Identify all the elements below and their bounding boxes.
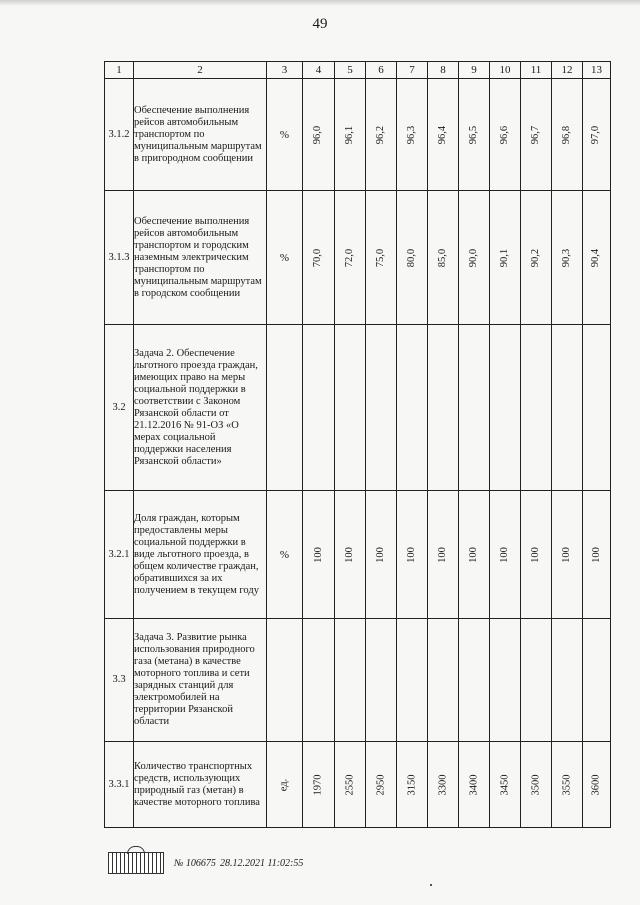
- value-cell: [397, 491, 428, 619]
- value-cell: [303, 742, 335, 828]
- value-cell: [303, 191, 335, 325]
- row-number-cell: 3.2: [105, 325, 134, 491]
- value-text: 100: [312, 546, 324, 563]
- value-cell: [459, 619, 490, 742]
- value-text: 90,0: [468, 248, 479, 267]
- column-number-header: 7: [397, 62, 428, 79]
- column-number-header: 9: [459, 62, 490, 79]
- value-text: 85,0: [437, 248, 448, 267]
- unit-cell: [267, 325, 303, 491]
- indicator-description-cell: Задача 3. Развитие рынка использования природного газа (метана) в качестве моторного топлива и сети зарядных станций для электромобилей на территории Рязанской области: [134, 619, 267, 742]
- value-cell: [303, 491, 335, 619]
- value-cell: [552, 742, 583, 828]
- value-cell: [366, 325, 397, 491]
- value-cell: [428, 191, 459, 325]
- value-text: 100: [406, 546, 417, 563]
- value-cell: [459, 491, 490, 619]
- value-text: 96,7: [530, 125, 541, 144]
- value-text: 100: [468, 546, 479, 563]
- unit-label: %: [279, 548, 290, 561]
- value-cell: [335, 742, 366, 828]
- value-cell: [397, 79, 428, 191]
- value-cell: [366, 619, 397, 742]
- table-header-row: [105, 62, 611, 79]
- value-cell: [335, 191, 366, 325]
- unit-cell: [267, 191, 303, 325]
- table-row: [105, 742, 611, 828]
- value-cell: [490, 742, 521, 828]
- value-text: 100: [375, 546, 386, 563]
- value-cell: [490, 79, 521, 191]
- unit-cell: [267, 491, 303, 619]
- value-text: 100: [590, 546, 602, 563]
- table-row: [105, 191, 611, 325]
- value-cell: [428, 619, 459, 742]
- column-number-header: 2: [134, 62, 267, 79]
- value-text: 3450: [499, 774, 510, 795]
- indicator-description-cell: Доля граждан, которым предоставлены меры социальной поддержки в виде льготного проезда, в общем количестве граждан, обратившихся за их получением в текущем году: [134, 491, 267, 619]
- value-text: 100: [561, 546, 572, 563]
- value-text: 90,1: [499, 248, 510, 267]
- value-cell: [552, 191, 583, 325]
- value-text: 3500: [530, 774, 541, 795]
- value-text: 2950: [375, 774, 386, 795]
- value-cell: [583, 619, 611, 742]
- unit-cell: [267, 619, 303, 742]
- value-cell: [583, 79, 611, 191]
- value-cell: [490, 191, 521, 325]
- value-text: 90,4: [590, 248, 602, 267]
- value-text: 3550: [561, 774, 572, 795]
- value-cell: [428, 79, 459, 191]
- value-cell: [397, 325, 428, 491]
- value-text: 100: [344, 546, 355, 563]
- indicator-description-cell: Обеспечение выполнения рейсов автомобильным транспортом и городским наземным электрическим транспортом по муниципальным маршрутам в городском сообщении: [134, 191, 267, 325]
- scan-edge: [0, 0, 640, 6]
- building-stamp-icon: [108, 852, 164, 874]
- value-cell: [428, 325, 459, 491]
- row-number-cell: 3.1.2: [105, 79, 134, 191]
- indicator-description-cell: Обеспечение выполнения рейсов автомобильным транспортом по муниципальным маршрутам в пригородном сообщении: [134, 79, 267, 191]
- value-cell: [397, 742, 428, 828]
- scan-speck: [430, 884, 432, 886]
- value-cell: [583, 191, 611, 325]
- value-cell: [303, 79, 335, 191]
- value-text: 100: [499, 546, 510, 563]
- value-text: 70,0: [312, 248, 324, 267]
- value-text: 3300: [437, 774, 448, 795]
- value-text: 3600: [590, 774, 602, 795]
- value-text: 96,3: [406, 125, 417, 144]
- table-row: [105, 325, 611, 491]
- value-cell: [521, 191, 552, 325]
- document-timestamp: 28.12.2021 11:02:55: [219, 857, 304, 869]
- value-text: 90,2: [530, 248, 541, 267]
- value-cell: [490, 619, 521, 742]
- indicator-table: [104, 61, 611, 828]
- value-cell: [303, 325, 335, 491]
- column-number-header: 4: [303, 62, 335, 79]
- value-text: 3400: [468, 774, 479, 795]
- value-text: 1970: [312, 774, 324, 795]
- value-cell: [335, 491, 366, 619]
- value-cell: [335, 79, 366, 191]
- value-cell: [583, 325, 611, 491]
- unit-label: %: [279, 251, 290, 264]
- value-text: 75,0: [375, 248, 386, 267]
- value-cell: [490, 325, 521, 491]
- value-text: 100: [530, 546, 541, 563]
- indicator-description-cell: Количество транспортных средств, использующих природный газ (метан) в качестве моторного топлива: [134, 742, 267, 828]
- unit-cell: [267, 79, 303, 191]
- value-cell: [459, 325, 490, 491]
- value-cell: [521, 742, 552, 828]
- indicator-description-cell: Задача 2. Обеспечение льготного проезда граждан, имеющих право на меры социальной поддержки в соответствии с Законом Рязанской области от 21.12.2016 № 91-ОЗ «О мерах социальной поддержки населения Рязанской области»: [134, 325, 267, 491]
- value-cell: [583, 742, 611, 828]
- value-text: 96,5: [468, 125, 479, 144]
- value-cell: [521, 325, 552, 491]
- value-cell: [366, 742, 397, 828]
- row-number-cell: 3.3: [105, 619, 134, 742]
- value-cell: [521, 491, 552, 619]
- value-cell: [397, 619, 428, 742]
- table-row: [105, 491, 611, 619]
- value-cell: [552, 619, 583, 742]
- value-cell: [552, 325, 583, 491]
- value-text: 3150: [406, 774, 417, 795]
- value-text: 96,2: [375, 125, 386, 144]
- value-text: 96,1: [344, 125, 355, 144]
- value-cell: [428, 491, 459, 619]
- value-cell: [552, 79, 583, 191]
- unit-cell: [267, 742, 303, 828]
- value-cell: [428, 742, 459, 828]
- value-text: 100: [437, 546, 448, 563]
- column-number-header: 5: [335, 62, 366, 79]
- value-cell: [335, 619, 366, 742]
- column-number-header: 6: [366, 62, 397, 79]
- value-text: 72,0: [344, 248, 355, 267]
- value-cell: [521, 79, 552, 191]
- column-number-header: 13: [583, 62, 611, 79]
- page-number: 49: [312, 16, 328, 32]
- row-number-cell: 3.1.3: [105, 191, 134, 325]
- value-text: 90,3: [561, 248, 572, 267]
- value-cell: [366, 191, 397, 325]
- value-cell: [552, 491, 583, 619]
- value-cell: [366, 491, 397, 619]
- value-cell: [521, 619, 552, 742]
- value-cell: [490, 491, 521, 619]
- row-number-cell: 3.2.1: [105, 491, 134, 619]
- value-text: 2550: [344, 774, 355, 795]
- value-cell: [583, 491, 611, 619]
- value-cell: [303, 619, 335, 742]
- value-text: 96,0: [312, 125, 324, 144]
- column-number-header: 12: [552, 62, 583, 79]
- table-row: [105, 619, 611, 742]
- document-number: № 106675: [174, 857, 216, 869]
- value-text: 96,8: [561, 125, 572, 144]
- value-cell: [459, 191, 490, 325]
- column-number-header: 8: [428, 62, 459, 79]
- value-cell: [366, 79, 397, 191]
- value-cell: [397, 191, 428, 325]
- column-number-header: 3: [267, 62, 303, 79]
- table-row: [105, 79, 611, 191]
- value-cell: [459, 79, 490, 191]
- column-number-header: 11: [521, 62, 552, 79]
- value-cell: [459, 742, 490, 828]
- row-number-cell: 3.3.1: [105, 742, 134, 828]
- value-text: 80,0: [406, 248, 417, 267]
- value-text: 97,0: [590, 125, 602, 144]
- column-number-header: 1: [105, 62, 134, 79]
- column-number-header: 10: [490, 62, 521, 79]
- unit-label: %: [279, 128, 290, 141]
- value-text: 96,4: [437, 125, 448, 144]
- value-cell: [335, 325, 366, 491]
- footer: [108, 852, 303, 874]
- value-text: 96,6: [499, 125, 510, 144]
- unit-label: ед.: [278, 778, 290, 792]
